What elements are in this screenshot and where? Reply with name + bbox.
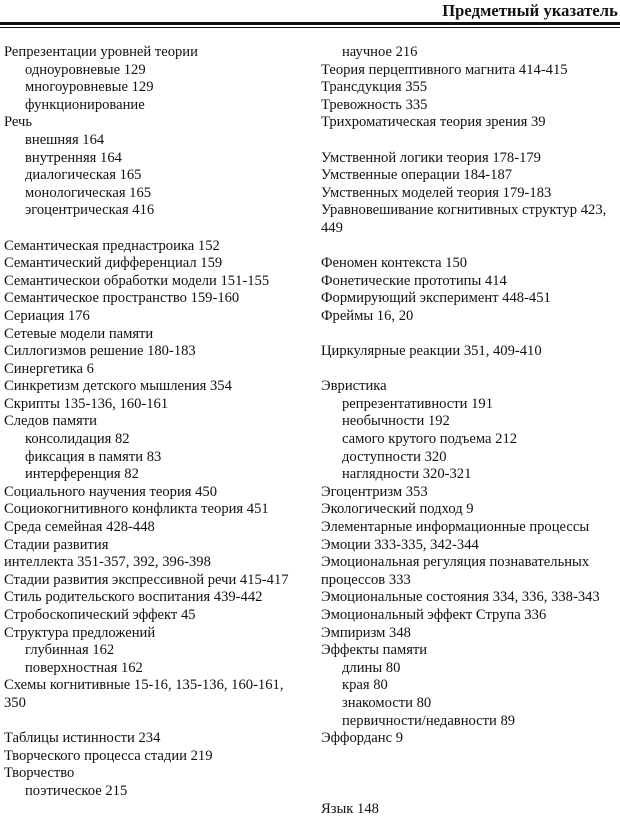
index-entry: Формирующий эксперимент 448-451 bbox=[321, 290, 551, 307]
index-entry: Таблицы истинности 234 bbox=[4, 730, 161, 747]
index-entry: Феномен контекста 150 bbox=[321, 255, 468, 272]
index-entry: Язык 148 bbox=[321, 800, 379, 817]
section-gap bbox=[4, 713, 310, 731]
index-subentry: фиксация в памяти 83 bbox=[25, 448, 162, 465]
index-subentry: репрезентативности 191 bbox=[342, 395, 493, 412]
index-entry: Сетевые модели памяти bbox=[4, 325, 154, 342]
index-subentry: монологическая 165 bbox=[25, 184, 152, 201]
index-entry: Среда семейная 428-448 bbox=[4, 519, 155, 536]
index-entry: Следов памяти bbox=[4, 413, 97, 430]
index-entry: Семантическои обработки модели 151-155 bbox=[4, 272, 270, 289]
index-entry: Циркулярные реакции 351, 409-410 bbox=[321, 343, 542, 360]
index-subentry: диалогическая 165 bbox=[25, 167, 142, 184]
index-entry: Творчество bbox=[4, 765, 75, 782]
index-entry: Речь bbox=[4, 114, 33, 131]
index-entry: процессов 333 bbox=[321, 571, 411, 588]
running-header bbox=[0, 0, 620, 36]
index-entry: Социокогнитивного конфликта теория 451 bbox=[4, 501, 269, 518]
index-entry: Эмоциональная регуляция познавательных bbox=[321, 554, 590, 571]
index-entry: Эмоции 333-335, 342-344 bbox=[321, 536, 479, 553]
index-entry: Тревожность 335 bbox=[321, 96, 428, 113]
index-subentry: функционирование bbox=[25, 96, 145, 113]
index-subentry: консолидация 82 bbox=[25, 431, 130, 448]
index-entry: Стиль родительского воспитания 439-442 bbox=[4, 589, 263, 606]
section-gap bbox=[321, 765, 619, 783]
index-subentry: глубинная 162 bbox=[25, 642, 115, 659]
index-subentry: знакомости 80 bbox=[342, 694, 432, 711]
index-subentry: эгоцентрическая 416 bbox=[25, 202, 155, 219]
index-subentry: длины 80 bbox=[342, 659, 401, 676]
index-entry: Умственные операции 184-187 bbox=[321, 167, 513, 184]
index-entry: Схемы когнитивные 15-16, 135-136, 160-161, bbox=[4, 677, 284, 694]
index-entry: Трихроматическая теория зрения 39 bbox=[321, 114, 546, 131]
page-title: Предметный указатель bbox=[442, 1, 618, 20]
index-subentry: наглядности 320-321 bbox=[342, 466, 472, 483]
index-entry: Уравновешивание когнитивных структур 423, bbox=[321, 202, 607, 219]
index-column-left bbox=[4, 44, 310, 801]
index-entry: Эгоцентризм 353 bbox=[321, 483, 428, 500]
header-rule-thin bbox=[0, 27, 620, 28]
section-gap bbox=[321, 748, 619, 766]
index-entry: Эмоциональные состояния 334, 336, 338-343 bbox=[321, 589, 600, 606]
index-subentry: доступности 320 bbox=[342, 448, 447, 465]
index-subentry: многоуровневые 129 bbox=[25, 79, 154, 96]
section-gap bbox=[4, 220, 310, 238]
index-entry: 449 bbox=[321, 219, 343, 236]
index-entry: Семантическая преднастроика 152 bbox=[4, 237, 220, 254]
index-entry: Умственных моделей теория 179-183 bbox=[321, 184, 552, 201]
index-subentry: первичности/недавности 89 bbox=[342, 712, 516, 729]
index-entry: Эффекты памяти bbox=[321, 642, 428, 659]
index-subentry: края 80 bbox=[342, 677, 388, 694]
index-subentry: поверхностная 162 bbox=[25, 659, 143, 676]
index-subentry: научное 216 bbox=[342, 44, 418, 60]
index-entry: Фреймы 16, 20 bbox=[321, 307, 414, 324]
index-entry: интеллекта 351-357, 392, 396-398 bbox=[4, 554, 211, 571]
index-entry: Творческого процесса стадии 219 bbox=[4, 747, 213, 764]
index-subentry: одноуровневые 129 bbox=[25, 61, 146, 78]
index-entry: Семантическое пространство 159-160 bbox=[4, 290, 240, 307]
index-subentry: внешняя 164 bbox=[25, 131, 105, 148]
section-gap bbox=[321, 326, 619, 344]
index-column-right bbox=[321, 44, 619, 818]
index-entry: Структура предложений bbox=[4, 624, 156, 641]
index-entry: Экологический подход 9 bbox=[321, 501, 474, 518]
index-entry: Семантический дифференциал 159 bbox=[4, 255, 223, 272]
header-rule-thick bbox=[0, 22, 620, 25]
index-entry: 350 bbox=[4, 694, 26, 711]
index-entry: Эвристика bbox=[321, 378, 387, 395]
index-entry: Трансдукция 355 bbox=[321, 79, 428, 96]
index-subentry: самого крутого подъема 212 bbox=[342, 431, 518, 448]
index-subentry: внутренняя 164 bbox=[25, 149, 122, 166]
index-subentry: необычности 192 bbox=[342, 413, 450, 430]
index-entry: Силлогизмов решение 180-183 bbox=[4, 343, 196, 360]
index-subentry: поэтическое 215 bbox=[25, 782, 128, 799]
index-entry: Синкретизм детского мышления 354 bbox=[4, 378, 232, 395]
index-entry: Синергетика 6 bbox=[4, 360, 94, 377]
index-entry: Сериация 176 bbox=[4, 307, 90, 324]
index-entry: Репрезентации уровней теории bbox=[4, 44, 198, 60]
index-entry: Стадии развития экспрессивной речи 415-417 bbox=[4, 571, 289, 588]
index-entry: Стадии развития bbox=[4, 536, 109, 553]
index-entry: Умственной логики теория 178-179 bbox=[321, 149, 541, 166]
index-entry: Теория перцептивного магнита 414-415 bbox=[321, 61, 568, 78]
index-entry: Стробоскопический эффект 45 bbox=[4, 607, 196, 623]
section-gap bbox=[321, 361, 619, 379]
index-entry: Эмоциональный эффект Струпа 336 bbox=[321, 607, 547, 623]
index-entry: Социального научения теория 450 bbox=[4, 483, 218, 500]
index-subentry: интерференция 82 bbox=[25, 466, 139, 483]
section-gap bbox=[321, 132, 619, 150]
section-gap bbox=[321, 238, 619, 256]
index-entry: Эффорданс 9 bbox=[321, 730, 403, 747]
index-entry: Скрипты 135-136, 160-161 bbox=[4, 395, 169, 412]
index-entry: Фонетические прототипы 414 bbox=[321, 272, 507, 289]
index-entry: Эмпиризм 348 bbox=[321, 624, 411, 641]
section-gap bbox=[321, 783, 619, 801]
index-entry: Элементарные информационные процессы bbox=[321, 519, 590, 536]
